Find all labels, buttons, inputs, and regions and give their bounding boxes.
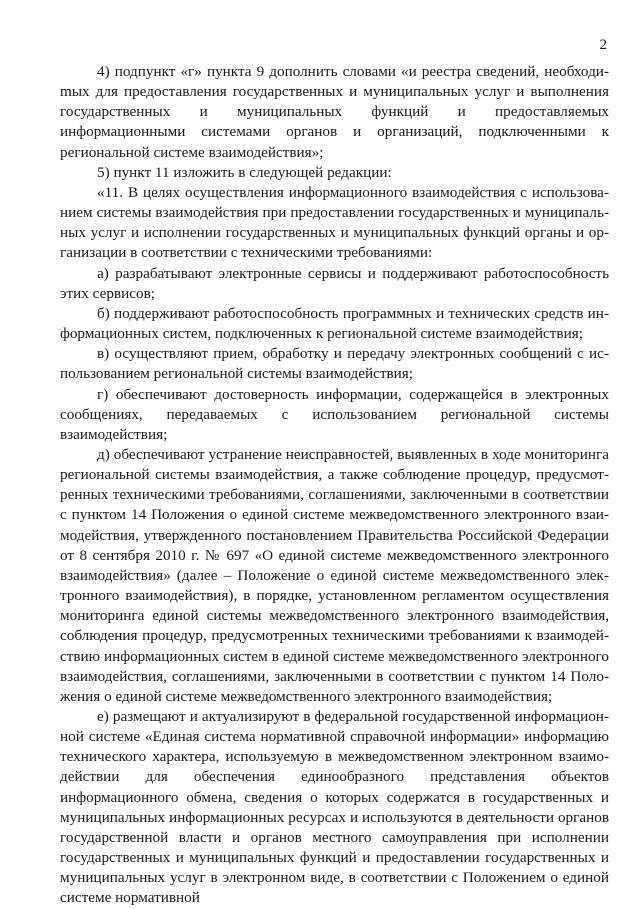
paragraph-item-v: в) осуществляют прием, обработку и передачу электронных сообщений с использованием региональной системы взаимодействия; — [60, 345, 609, 383]
paragraph-item-e: е) размещают и актуализируют в федеральной государственной информационной системе «Единая система нормативной справочной информации» информацию технического характера, используемую в межведомственном электронном взаимодействии для обеспечения единообразного представления объектов информационного обмена, сведения о которых содержатся в государственных и муниципальных информационных ресурсах и используются в деятельности органов государственной власти и органов местного самоуправления при исполнении государственных и муниципальных функций и предоставлении государственных и муниципальных услуг в электронном виде, в соответствии с Положением о единой системе нормативной — [60, 708, 609, 907]
paragraph-item-g: г) обеспечивают достоверность информации, содержащейся в электронных сообщениях, передаваемых с использованием региональной системы взаимодействия; — [60, 385, 609, 443]
paragraph-item-b: б) поддерживают работоспособность программных и технических средств информационных систем, подключенных к региональной системе взаимодействия; — [60, 304, 609, 343]
paragraph-amendment-4: 4) подпункт «г» пункта 9 дополнить словами «и реестра сведений, необходиmых для предоставления государственных и муниципальных услуг и выполнения государственных и муниципальных функций и предоставляемых информационными системами органов и организаций, подключенными к региональной системе взаимодействия»; — [60, 63, 609, 161]
page-number: 2 — [599, 37, 607, 53]
paragraph-clause-11: «11. В целях осуществления информационного взаимодействия с использованием системы взаимодействия при предоставлении государственных и муниципальных услуг и исполнении государственных и муниципальных функций органы и организации в соответствии с техническими требованиями: — [60, 183, 609, 262]
paragraph-item-a: а) разрабатывают электронные сервисы и поддерживают работоспособность этих сервисов; — [60, 264, 609, 302]
paragraph-item-d: д) обеспечивают устранение неисправностей, выявленных в ходе мониторинга региональной системы взаимодействия, а также соблюдение процедур, предусмотренных техническими требованиями, соглашениями, заключенными в соответствии с пунктом 14 Положения о единой системе межведомственного электронного взаимодействия, утвержденного постановлением Правительства Российской Федерации от 8 сентября 2010 г. № 697 «О единой системе межведомственного электронного взаимодействия» (далее – Положение о единой системе межведомственного электронного взаимодействия), в порядке, установленном регламентом осуществления мониторинга единой системы межведомственного электронного взаимодействия, соблюдения процедур, предусмотренных техническими требованиями к взаимодействию информационных систем в единой системе межведомственного электронного взаимодействия, соглашениями, заключенными в соответствии с пунктом 14 Положения о единой системе межведомственного электронного взаимодействия; — [60, 445, 609, 705]
paragraph-amendment-5: 5) пункт 11 изложить в следующей редакции: — [97, 163, 392, 181]
document-body — [60, 62, 609, 909]
